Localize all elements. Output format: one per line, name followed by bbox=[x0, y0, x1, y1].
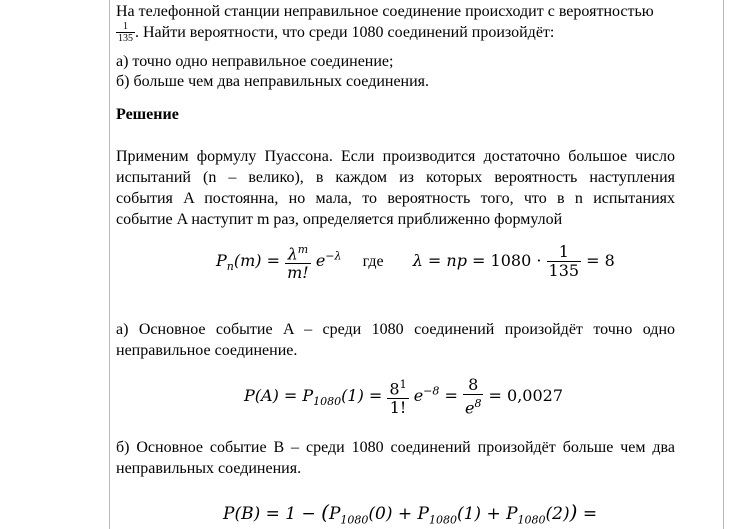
para2-line: неправильное соединение. bbox=[116, 342, 298, 359]
para1-line: испытаний (n – велико), в каждом из которых вероятность наступления bbox=[116, 169, 675, 186]
para2-line: а) Основное событие A – среди 1080 соединений произойдёт точно одно bbox=[116, 321, 675, 338]
para1-line: события A постоянна, но мала, то вероятность того, что в n испытаниях bbox=[116, 190, 675, 207]
formula-event-a: $P(A) = P_{1080}(1)$ = $\frac{8^1}{1!}$ $e^{-8}$ = $\frac{8}{e^8}$ = 0,0027 bbox=[244, 375, 564, 418]
formula-event-b: $P(B) = 1 - (P_{1080}(0) + P_{1080}(1) + P_{1080}(2))$ = bbox=[223, 500, 598, 527]
para1-line: Применим формулу Пуассона. Если производится достаточно большое число bbox=[116, 148, 675, 165]
para3-line: неправильных соединения. bbox=[116, 460, 302, 477]
problem-item-b: б) больше чем два неправильных соединения. bbox=[116, 73, 430, 90]
problem-line-1: На телефонной станции неправильное соединение происходит с вероятностью bbox=[116, 3, 654, 20]
lambda-fraction: $\frac{1}{135}$ bbox=[548, 242, 580, 281]
problem-line-2: $\frac{1}{135}$ . Найти вероятности, что среди 1080 соединений произойдёт: bbox=[118, 21, 555, 44]
formula-a-fraction-2: $\frac{8}{e^8}$ bbox=[464, 375, 482, 418]
problem-item-a: а) точно одно неправильное соединение; bbox=[116, 53, 394, 70]
poisson-fraction: $\frac{\lambda^m}{m!}$ bbox=[287, 243, 309, 283]
formula-a-fraction: $\frac{8^1}{1!}$ bbox=[389, 378, 407, 418]
para3-line: б) Основное событие B – среди 1080 соединений произойдёт больше чем два bbox=[116, 439, 675, 456]
solution-paragraph-2 bbox=[116, 319, 675, 361]
para1-line: событие A наступит m раз, определяется приближенно формулой bbox=[116, 211, 563, 228]
solution-paragraph-1 bbox=[116, 146, 675, 230]
probability-fraction: $\frac{1}{135}$ bbox=[118, 21, 133, 44]
solution-heading: Решение bbox=[116, 106, 179, 123]
solution-paragraph-3 bbox=[116, 437, 675, 479]
poisson-formula: $P_n(m)$ = $\frac{\lambda^m}{m!}$ $e^{-\lambda}$ где λ = np = 1080 · $\frac{1}{135}$ = 8 bbox=[216, 242, 615, 283]
